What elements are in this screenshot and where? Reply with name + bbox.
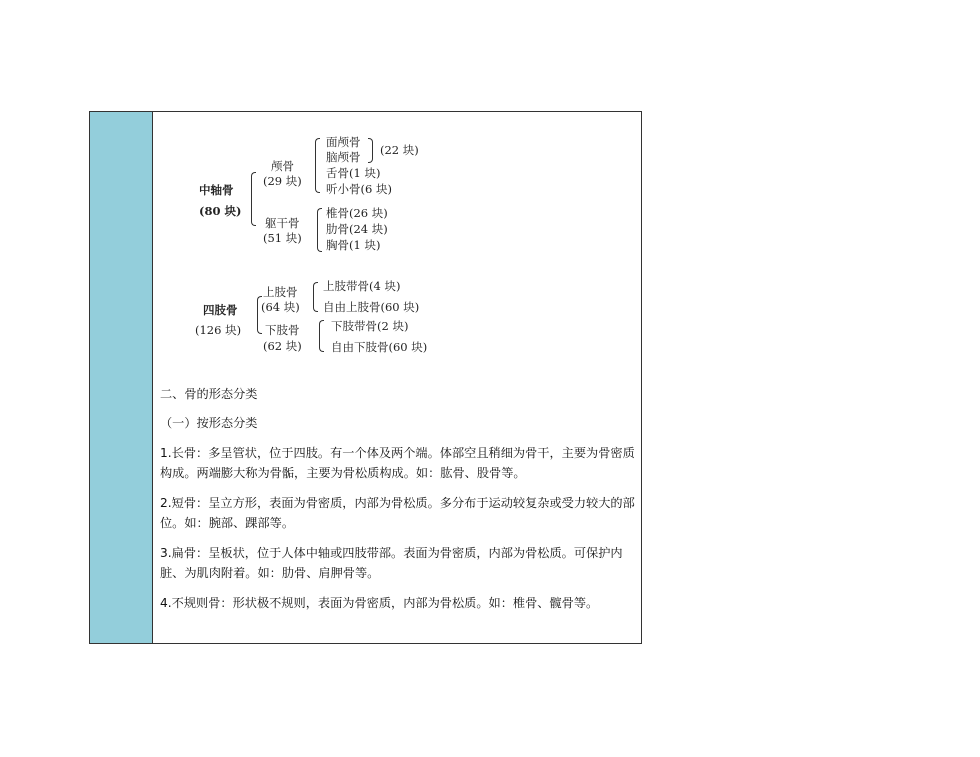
trunk-brace xyxy=(317,208,322,252)
trunk-item-3: 胸骨(1 块) xyxy=(326,238,381,252)
bone-tree-diagram xyxy=(153,112,633,362)
skull-group-count: (22 块) xyxy=(380,143,419,157)
skull-item-3: 舌骨(1 块) xyxy=(326,166,381,180)
paragraph-irregular-bone: 4.不规则骨：形状极不规则，表面为骨密质，内部为骨松质。如：椎骨、髋骨等。 xyxy=(160,596,599,610)
upper-name: 上肢骨 xyxy=(263,285,298,299)
upper-item-1: 上肢带骨(4 块) xyxy=(323,279,401,293)
upper-brace xyxy=(313,282,318,312)
axial-count: (80 块) xyxy=(199,204,242,218)
limb-name: 四肢骨 xyxy=(203,303,238,317)
skull-brace xyxy=(315,138,320,193)
content-table xyxy=(89,111,642,644)
limb-count: (126 块) xyxy=(195,323,242,337)
upper-count: (64 块) xyxy=(261,300,300,314)
lower-count: (62 块) xyxy=(263,339,302,353)
trunk-item-1: 椎骨(26 块) xyxy=(326,206,388,220)
axial-name: 中轴骨 xyxy=(199,183,234,197)
upper-item-2: 自由上肢骨(60 块) xyxy=(323,300,420,314)
skull-count: (29 块) xyxy=(263,174,302,188)
right-content-cell xyxy=(153,112,641,643)
skull-item-4: 听小骨(6 块) xyxy=(326,182,392,196)
trunk-name: 躯干骨 xyxy=(265,216,300,230)
paragraph-long-bone: 1.长骨：多呈管状，位于四肢。有一个体及两个端。体部空且稍细为骨干，主要为骨密质构成。两端膨大称为骨骺，主要为骨松质构成。如：肱骨、股骨等。 xyxy=(160,446,635,480)
lower-item-2: 自由下肢骨(60 块) xyxy=(331,340,428,354)
paragraph-short-bone: 2.短骨：呈立方形，表面为骨密质，内部为骨松质。多分布于运动较复杂或受力较大的部位。如：腕部、踝部等。 xyxy=(160,496,635,530)
trunk-item-2: 肋骨(24 块) xyxy=(326,222,388,236)
paragraph-flat-bone: 3.扁骨：呈板状，位于人体中轴或四肢带部。表面为骨密质，内部为骨松质。可保护内脏、为肌肉附着。如：肋骨、肩胛骨等。 xyxy=(160,546,623,580)
left-color-cell xyxy=(90,112,153,643)
skull-item-1: 面颅骨 xyxy=(326,135,361,149)
lower-name: 下肢骨 xyxy=(265,323,300,337)
section-title: 二、骨的形态分类 xyxy=(160,387,258,401)
trunk-count: (51 块) xyxy=(263,231,302,245)
skull-subgroup-brace xyxy=(368,138,373,163)
subsection-title: （一）按形态分类 xyxy=(160,416,258,430)
skull-name: 颅骨 xyxy=(271,159,294,173)
skull-item-2: 脑颅骨 xyxy=(326,150,361,164)
lower-item-1: 下肢带骨(2 块) xyxy=(331,319,409,333)
lower-brace xyxy=(319,320,324,352)
axial-brace xyxy=(251,172,256,226)
